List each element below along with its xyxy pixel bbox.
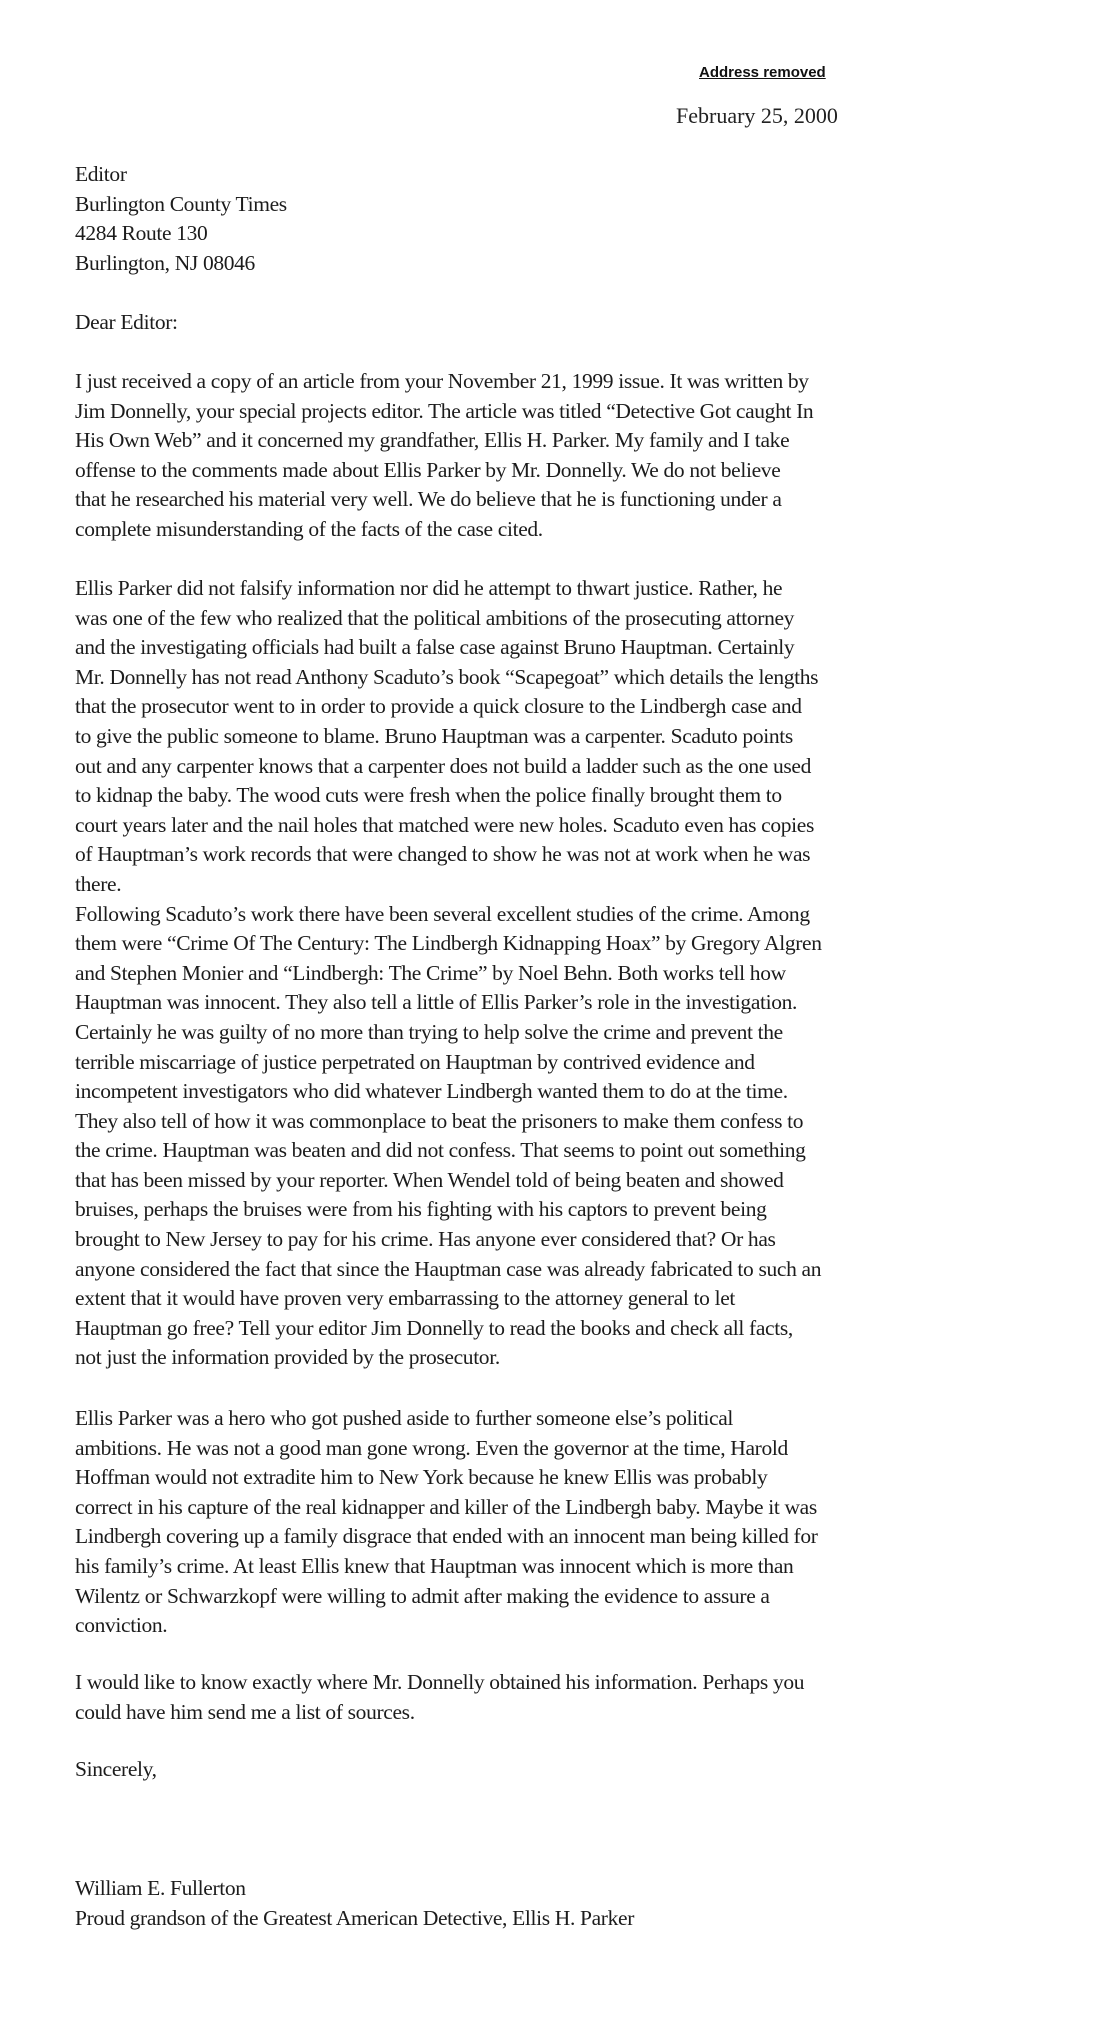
signature-name: William E. Fullerton bbox=[75, 1876, 246, 1900]
paragraph-line: court years later and the nail holes that matched were new holes. Scaduto even has copies bbox=[75, 812, 814, 837]
paragraph-line: ambitions. He was not a good man gone wrong. Even the governor at the time, Harold bbox=[75, 1435, 788, 1460]
paragraph-line: could have him send me a list of sources. bbox=[75, 1699, 415, 1724]
paragraph-line: Ellis Parker did not falsify information nor did he attempt to thwart justice. Rather, he bbox=[75, 576, 783, 600]
paragraph-line: incompetent investigators who did whatever Lindbergh wanted them to do at the time. bbox=[75, 1079, 788, 1104]
paragraph-line: complete misunderstanding of the facts of the case cited. bbox=[75, 516, 543, 541]
closing bbox=[75, 1755, 995, 1785]
paragraph-line: that has been missed by your reporter. When Wendel told of being beaten and showed bbox=[75, 1167, 784, 1192]
paragraph-line: them were “Crime Of The Century: The Lindbergh Kidnapping Hoax” by Gregory Algren bbox=[75, 931, 822, 956]
signature-title: Proud grandson of the Greatest American Detective, Ellis H. Parker bbox=[75, 1905, 635, 1930]
paragraph-line: out and any carpenter knows that a carpenter does not build a ladder such as the one used bbox=[75, 753, 812, 778]
paragraph-line: conviction. bbox=[75, 1613, 168, 1638]
recipient-line: Burlington County Times bbox=[75, 191, 287, 216]
paragraph-line: Hauptman was innocent. They also tell a little of Ellis Parker’s role in the investigation. bbox=[75, 990, 798, 1015]
paragraph-line: I would like to know exactly where Mr. Donnelly obtained his information. Perhaps you bbox=[75, 1670, 805, 1694]
letter-date: February 25, 2000 bbox=[676, 103, 838, 128]
paragraph-line: They also tell of how it was commonplace to beat the prisoners to make them confess to bbox=[75, 1108, 804, 1133]
paragraph-line: that he researched his material very well. We do believe that he is functioning under a bbox=[75, 487, 782, 512]
paragraph-4 bbox=[75, 1668, 995, 1727]
address-removed-note: Address removed bbox=[699, 64, 826, 81]
paragraph-line: of Hauptman’s work records that were changed to show he was not at work when he was bbox=[75, 842, 811, 867]
recipient-line: Editor bbox=[75, 162, 127, 186]
paragraph-line: terrible miscarriage of justice perpetrated on Hauptman by contrived evidence and bbox=[75, 1049, 755, 1074]
paragraph-line: Mr. Donnelly has not read Anthony Scaduto’s book “Scapegoat” which details the lengths bbox=[75, 664, 819, 689]
salutation bbox=[75, 308, 995, 338]
closing-text: Sincerely, bbox=[75, 1757, 157, 1781]
paragraph-line: was one of the few who realized that the political ambitions of the prosecuting attorney bbox=[75, 605, 795, 630]
signature-block bbox=[75, 1874, 995, 1933]
paragraph-line: correct in his capture of the real kidnapper and killer of the Lindbergh baby. Maybe it was bbox=[75, 1494, 817, 1519]
paragraph-line: bruises, perhaps the bruises were from his fighting with his captors to prevent being bbox=[75, 1197, 767, 1222]
paragraph-line: offense to the comments made about Ellis Parker by Mr. Donnelly. We do not believe bbox=[75, 457, 781, 482]
paragraph-line: to give the public someone to blame. Bruno Hauptman was a carpenter. Scaduto points bbox=[75, 723, 793, 748]
paragraph-line: Wilentz or Schwarzkopf were willing to admit after making the evidence to assure a bbox=[75, 1583, 770, 1608]
paragraph-line: Jim Donnelly, your special projects editor. The article was titled “Detective Got caught In bbox=[75, 398, 814, 423]
paragraph-line: Hoffman would not extradite him to New York because he knew Ellis was probably bbox=[75, 1465, 768, 1490]
recipient-address bbox=[75, 160, 995, 278]
paragraph-line: to kidnap the baby. The wood cuts were fresh when the police finally brought them to bbox=[75, 783, 782, 808]
paragraph-3 bbox=[75, 1404, 995, 1641]
paragraph-line: His Own Web” and it concerned my grandfather, Ellis H. Parker. My family and I take bbox=[75, 428, 790, 453]
paragraph-line: anyone considered the fact that since the Hauptman case was already fabricated to such an bbox=[75, 1256, 822, 1281]
paragraph-line: and Stephen Monier and “Lindbergh: The Crime” by Noel Behn. Both works tell how bbox=[75, 960, 786, 985]
paragraph-line: Certainly he was guilty of no more than trying to help solve the crime and prevent the bbox=[75, 1019, 783, 1044]
paragraph-line: Lindbergh covering up a family disgrace that ended with an innocent man being killed for bbox=[75, 1524, 818, 1549]
recipient-line: 4284 Route 130 bbox=[75, 221, 208, 246]
recipient-line: Burlington, NJ 08046 bbox=[75, 250, 255, 275]
paragraph-line: Ellis Parker was a hero who got pushed aside to further someone else’s political bbox=[75, 1406, 734, 1430]
paragraph-2 bbox=[75, 574, 995, 1373]
paragraph-line: and the investigating officials had built a false case against Bruno Hauptman. Certainly bbox=[75, 635, 795, 660]
paragraph-line: that the prosecutor went to in order to provide a quick closure to the Lindbergh case and bbox=[75, 694, 802, 719]
paragraph-line: his family’s crime. At least Ellis knew that Hauptman was innocent which is more than bbox=[75, 1553, 794, 1578]
paragraph-line: Following Scaduto’s work there have been several excellent studies of the crime. Among bbox=[75, 901, 810, 926]
paragraph-line: there. bbox=[75, 871, 122, 896]
paragraph-line: extent that it would have proven very embarrassing to the attorney general to let bbox=[75, 1286, 736, 1311]
paragraph-line: not just the information provided by the prosecutor. bbox=[75, 1345, 500, 1370]
paragraph-line: I just received a copy of an article from your November 21, 1999 issue. It was written by bbox=[75, 369, 809, 393]
salutation-text: Dear Editor: bbox=[75, 310, 178, 334]
paragraph-line: brought to New Jersey to pay for his crime. Has anyone ever considered that? Or has bbox=[75, 1227, 776, 1252]
paragraph-1 bbox=[75, 367, 995, 545]
paragraph-line: Hauptman go free? Tell your editor Jim Donnelly to read the books and check all facts, bbox=[75, 1315, 793, 1340]
paragraph-line: the crime. Hauptman was beaten and did not confess. That seems to point out something bbox=[75, 1138, 806, 1163]
